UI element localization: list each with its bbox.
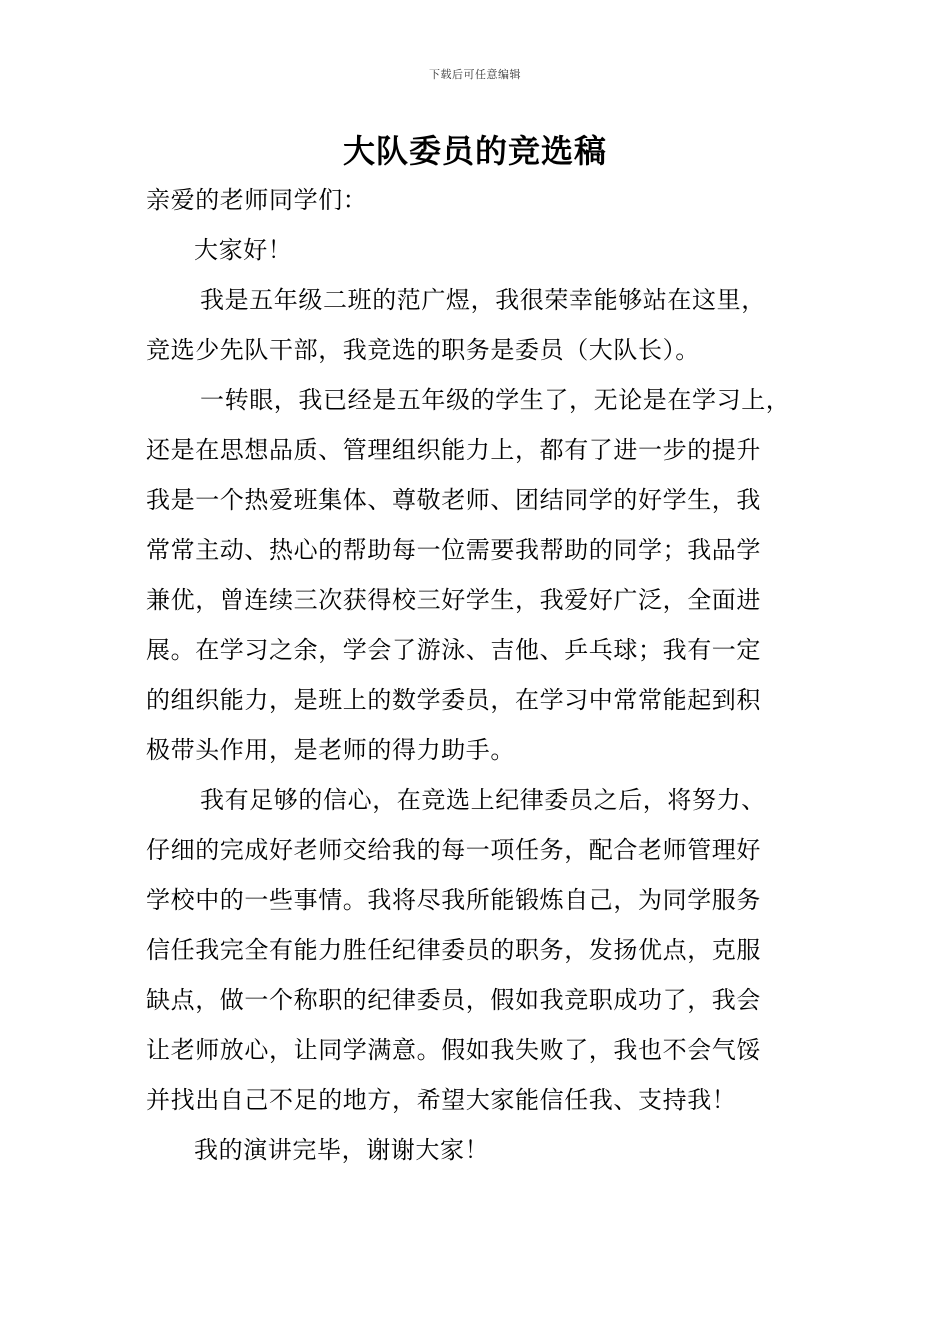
paragraph-line: 还是在思想品质、管理组织能力上，都有了进一步的提升 xyxy=(146,436,761,464)
paragraph-line: 信任我完全有能力胜任纪律委员的职务，发扬优点，克服 xyxy=(146,936,761,964)
paragraph-line: 竞选少先队干部，我竞选的职务是委员（大队长）。 xyxy=(146,336,700,364)
paragraph-line: 展。在学习之余，学会了游泳、吉他、乒乓球；我有一定 xyxy=(146,636,761,664)
greeting-line: 大家好！ xyxy=(194,236,293,264)
paragraph-line: 极带头作用，是老师的得力助手。 xyxy=(146,736,515,764)
paragraph-line: 我有足够的信心，在竞选上纪律委员之后，将努力、 xyxy=(200,786,766,814)
paragraph-line: 的组织能力，是班上的数学委员，在学习中常常能起到积 xyxy=(146,686,761,714)
paragraph-line: 我是一个热爱班集体、尊敬老师、团结同学的好学生，我 xyxy=(146,486,761,514)
salutation: 亲爱的老师同学们： xyxy=(146,186,368,214)
paragraph-line: 让老师放心，让同学满意。假如我失败了，我也不会气馁 xyxy=(146,1036,761,1064)
page-title: 大队委员的竞选稿 xyxy=(342,132,607,170)
closing-line: 我的演讲完毕，谢谢大家！ xyxy=(194,1136,490,1164)
paragraph-line: 缺点，做一个称职的纪律委员，假如我竞职成功了，我会 xyxy=(146,986,761,1014)
paragraph-line: 并找出自己不足的地方，希望大家能信任我、支持我！ xyxy=(146,1086,737,1114)
paragraph-line: 学校中的一些事情。我将尽我所能锻炼自己，为同学服务 xyxy=(146,886,761,914)
header-note: 下载后可任意编辑 xyxy=(429,68,521,81)
paragraph-line: 一转眼，我已经是五年级的学生了，无论是在学习上， xyxy=(200,386,791,414)
paragraph-line: 常常主动、热心的帮助每一位需要我帮助的同学；我品学 xyxy=(146,536,761,564)
paragraph-line: 兼优，曾连续三次获得校三好学生，我爱好广泛，全面进 xyxy=(146,586,761,614)
paragraph-line: 仔细的完成好老师交给我的每一项任务，配合老师管理好 xyxy=(146,836,761,864)
paragraph-line: 我是五年级二班的范广煜，我很荣幸能够站在这里， xyxy=(200,286,766,314)
